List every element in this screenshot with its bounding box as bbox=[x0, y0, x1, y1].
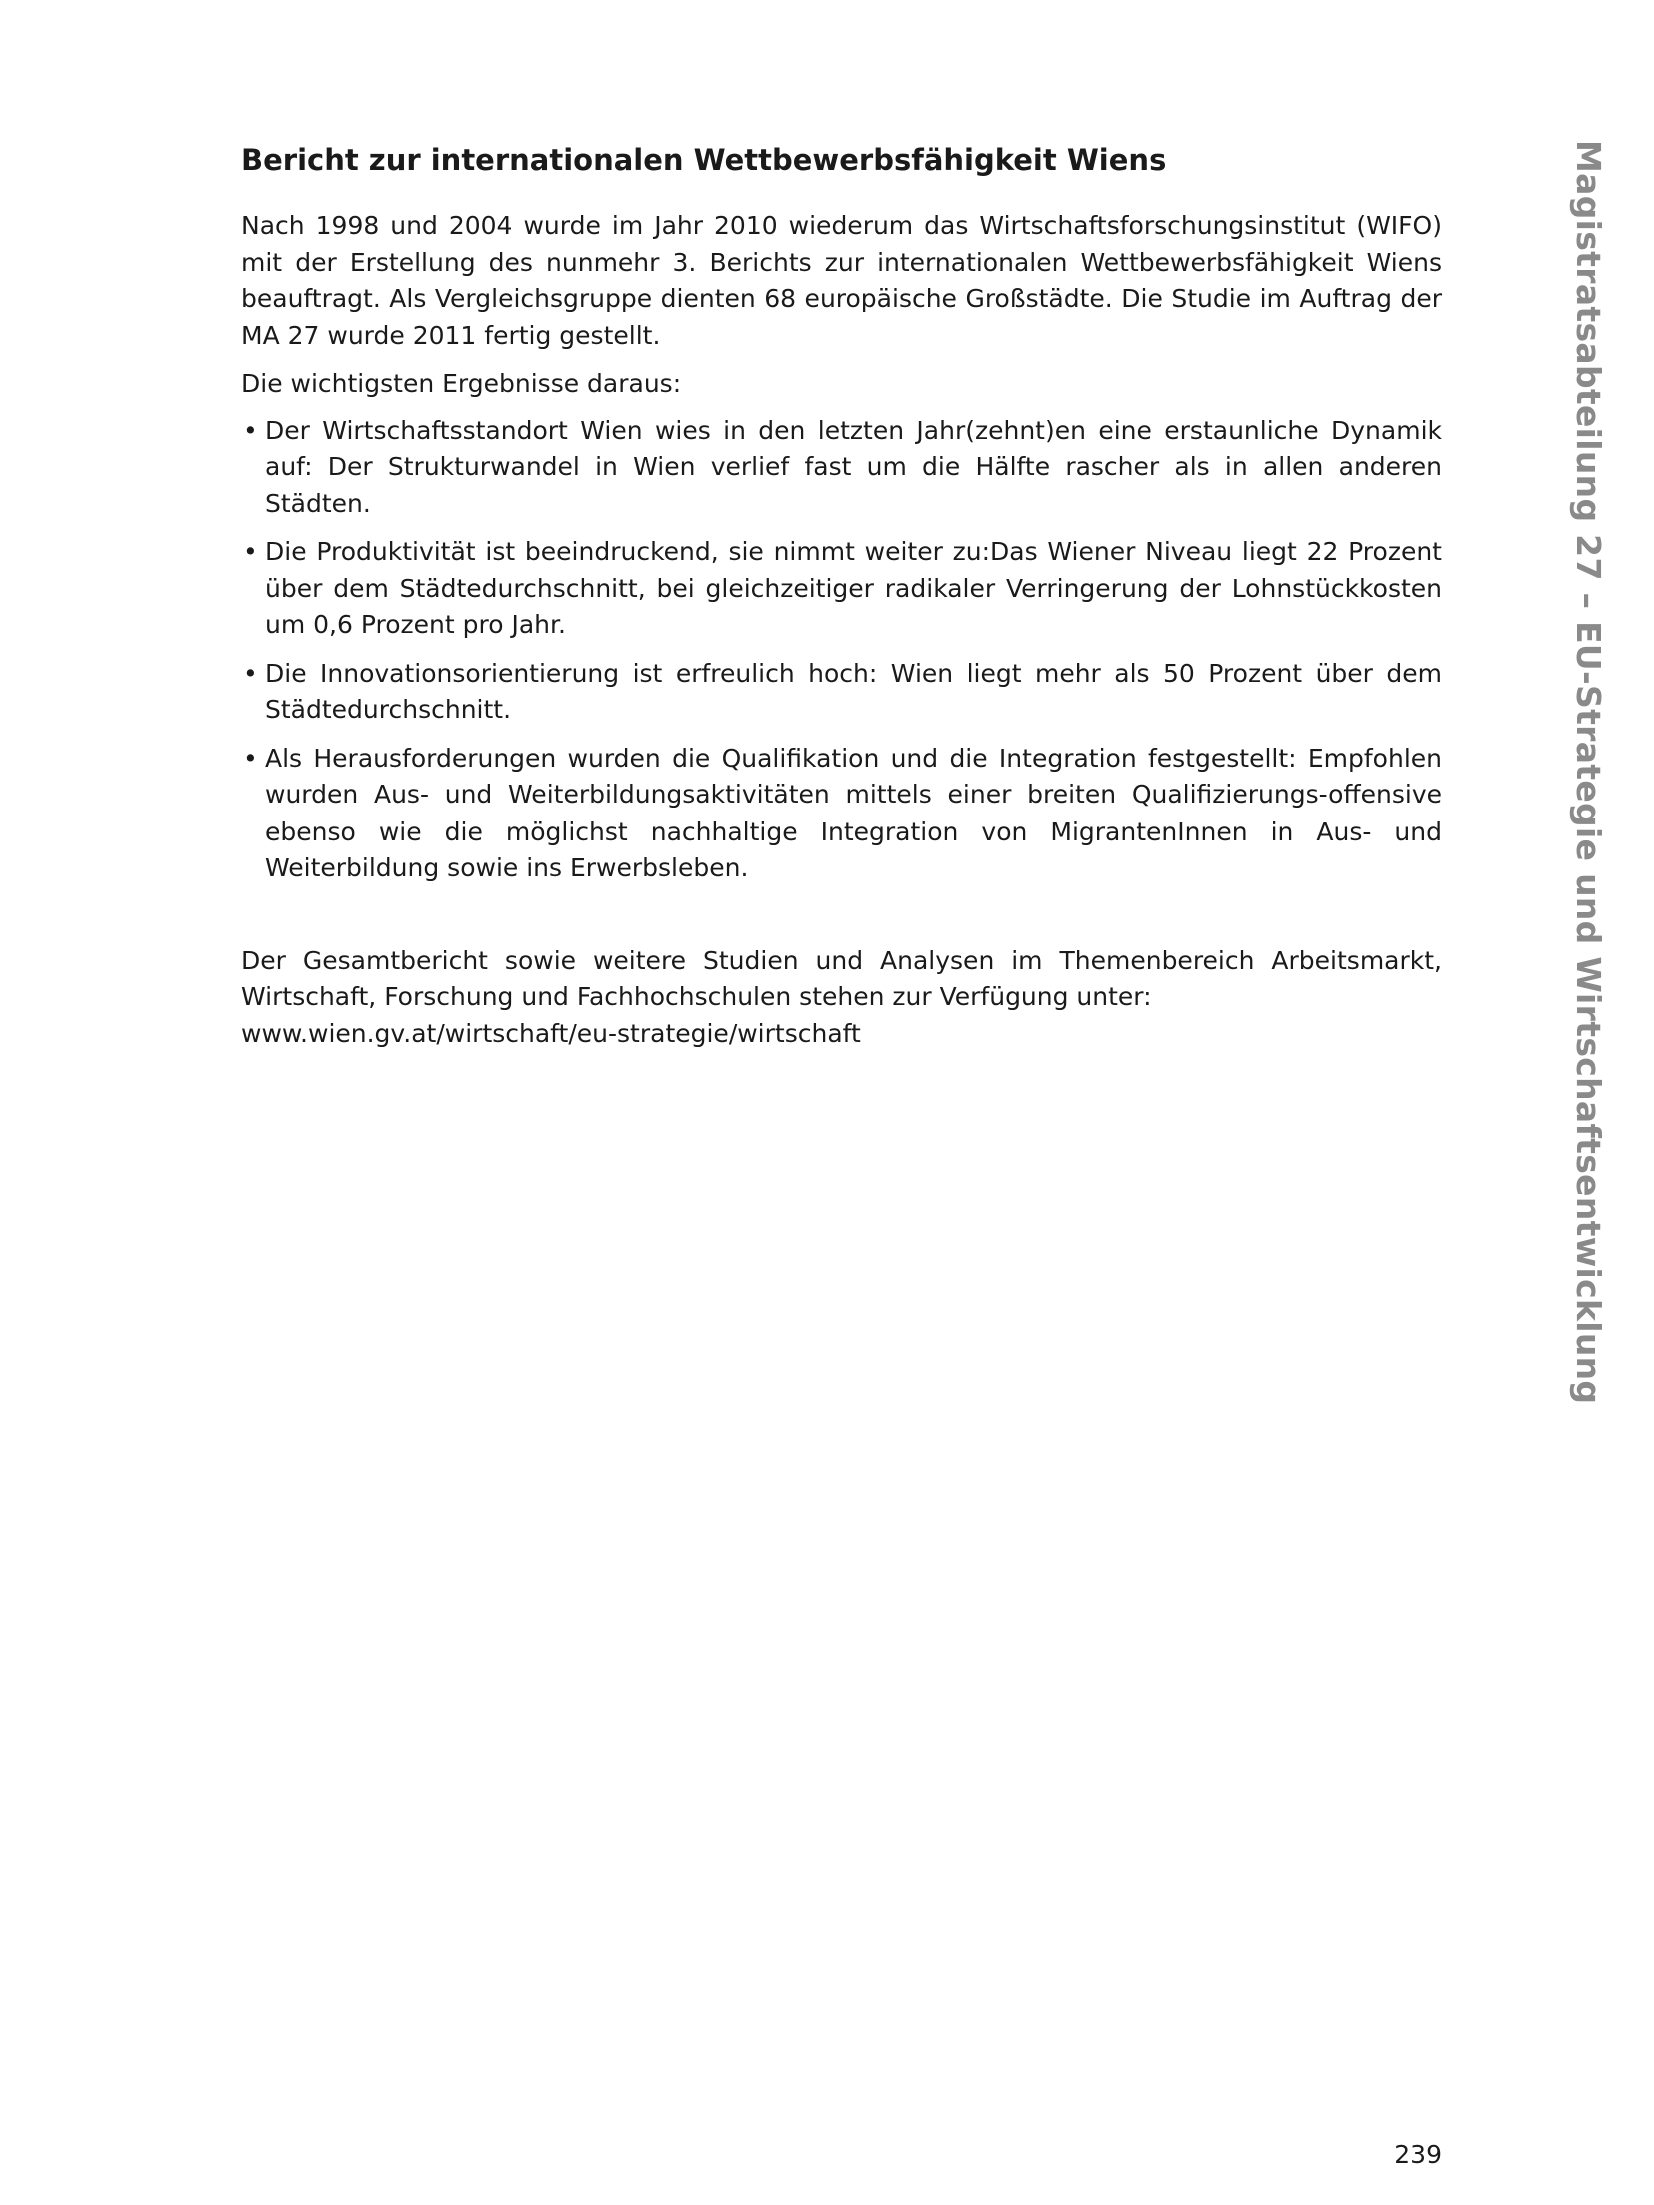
list-item-text: Die Produktivität ist beeindruckend, sie nimmt weiter zu:Das Wiener Niveau liegt 22 Prozent über dem Städtedurchschnitt, bei gleichzeitiger radikaler Verringerung der Lohnstückkosten um 0,6 Prozent pro Jahr. bbox=[265, 537, 1442, 639]
page-number: 239 bbox=[1394, 2140, 1442, 2169]
bullet-icon: • bbox=[243, 743, 258, 773]
intro-paragraph: Nach 1998 und 2004 wurde im Jahr 2010 wiederum das Wirtschaftsforschungsinstitut (WIFO) mit der Erstellung des nunmehr 3. Berichts zur internationalen Wettbewerbsfähigkeit Wiens beauftragt. Als Vergleichsgruppe dienten 68 europäische Großstädte. Die Studie im Auftrag der MA 27 wurde 2011 fertig gestellt. bbox=[241, 211, 1442, 350]
results-list bbox=[241, 413, 1442, 887]
bullet-icon: • bbox=[243, 658, 258, 688]
closing-section bbox=[241, 943, 1442, 1053]
side-title: Magistratsabteilung 27 – EU-Strategie und Wirtschaftsentwicklung bbox=[1569, 140, 1608, 1405]
section-heading: Bericht zur internationalen Wettbewerbsfähigkeit Wiens bbox=[241, 143, 1167, 177]
results-label: Die wichtigsten Ergebnisse daraus: bbox=[241, 369, 682, 398]
main-content bbox=[241, 140, 1442, 1052]
closing-paragraph: Der Gesamtbericht sowie weitere Studien und Analysen im Themenbereich Arbeitsmarkt, Wirtschaft, Forschung und Fachhochschulen stehen zur Verfügung unter: bbox=[241, 945, 1442, 1011]
list-item bbox=[241, 534, 1442, 644]
list-item-text: Die Innovationsorientierung ist erfreulich hoch: Wien liegt mehr als 50 Prozent über dem Städtedurchschnitt. bbox=[265, 658, 1442, 724]
list-item bbox=[241, 413, 1442, 523]
bullet-icon: • bbox=[243, 415, 258, 445]
bullet-icon: • bbox=[243, 537, 258, 566]
list-item bbox=[241, 741, 1442, 887]
list-item bbox=[241, 656, 1442, 729]
report-url: www.wien.gv.at/wirtschaft/eu-strategie/wirtschaft bbox=[241, 1018, 861, 1048]
list-item-text: Als Herausforderungen wurden die Qualifikation und die Integration festgestellt: Empfohlen wurden Aus- und Weiterbildungsaktivitäten mittels einer breiten Qualifizierungs-offensive ebenso wie die möglichst nachhaltige Integration von MigrantenInnen in Aus- und Weiterbildung sowie ins Erwerbsleben. bbox=[265, 743, 1442, 882]
side-title-bar bbox=[1562, 140, 1614, 1405]
list-item-text: Der Wirtschaftsstandort Wien wies in den letzten Jahr(zehnt)en eine erstaunliche Dynamik auf: Der Strukturwandel in Wien verlief fast um die Hälfte rascher als in allen anderen Städten. bbox=[265, 415, 1442, 518]
